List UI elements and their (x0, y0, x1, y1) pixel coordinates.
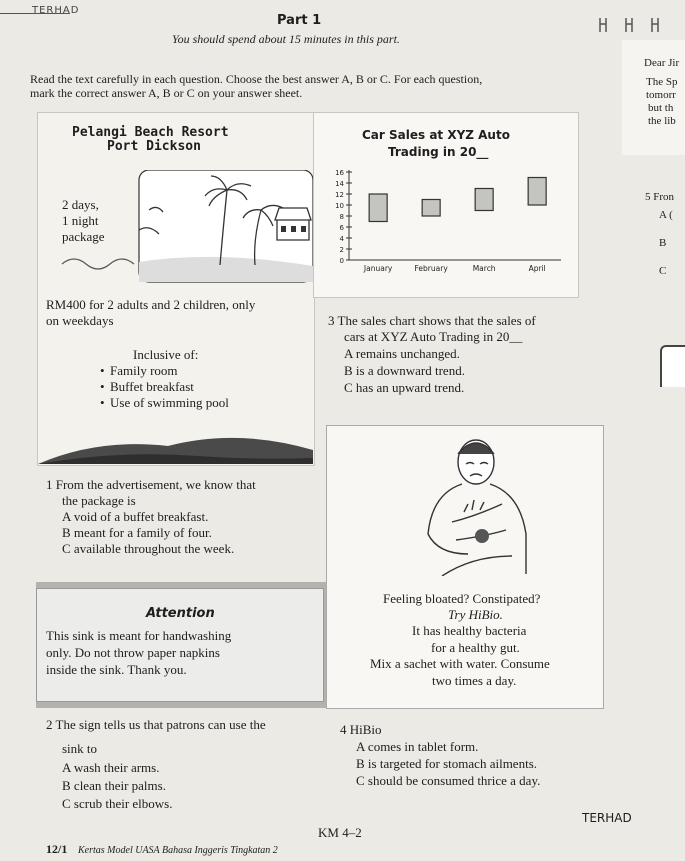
x-tick-label: March (472, 264, 496, 273)
price-line-1: RM400 for 2 adults and 2 children, only (46, 297, 256, 312)
sign-line-1: This sink is meant for handwashing (46, 628, 232, 643)
q1-stem-1: 1 From the advertisement, we know that (46, 477, 256, 492)
hibio-line-3: It has healthy bacteria (412, 623, 527, 638)
footer-page: KM 4–2 (318, 825, 362, 840)
q3-option-a[interactable]: A remains unchanged. (344, 346, 460, 361)
q2-option-b[interactable]: B clean their palms. (62, 778, 166, 793)
sign-line-3: inside the sink. Thank you. (46, 662, 187, 677)
chart-title-2: Trading in 20__ (388, 145, 489, 159)
y-tick-label: 4 (339, 235, 344, 243)
q4-option-a[interactable]: A comes in tablet form. (356, 739, 479, 754)
sign-line-2: only. Do not throw paper napkins (46, 645, 220, 660)
package-days: 2 days, (62, 197, 99, 212)
hibio-line-5: Mix a sachet with water. Consume (370, 656, 550, 671)
instruction-line-2: mark the correct answer A, B or C on your answer sheet. (30, 86, 303, 100)
edge-text-5: the lib (648, 115, 676, 127)
q3-option-b[interactable]: B is a downward trend. (344, 363, 465, 378)
q1-option-b[interactable]: B meant for a family of four. (62, 525, 212, 540)
inclusive-item-3: • Use of swimming pool (110, 396, 229, 410)
resort-location: Port Dickson (107, 139, 201, 154)
stomach-ache-person-illustration (422, 436, 534, 576)
edge-box-fragment (660, 345, 685, 387)
hibio-line-4: for a healthy gut. (431, 640, 520, 655)
stamp-top: TERHAD (32, 5, 80, 16)
y-tick-label: 2 (339, 246, 344, 254)
hills-illustration (38, 420, 313, 464)
q1-option-c[interactable]: C available throughout the week. (62, 541, 235, 556)
inclusive-item-1: • Family room (110, 364, 178, 378)
q1-stem-2: the package is (62, 493, 136, 508)
instruction-line-1: Read the text carefully in each question. Choose the best answer A, B or C. For each question, (30, 72, 483, 86)
edge-text-4: but th (648, 102, 674, 114)
q2-stem-2: sink to (62, 741, 98, 756)
hibio-line-6: two times a day. (432, 673, 517, 688)
price-line-2: on weekdays (46, 313, 114, 328)
binding-rings-icon (592, 14, 682, 38)
x-tick-label: February (414, 264, 448, 273)
edge-text-2: The Sp (646, 76, 678, 88)
footer-book-title: Kertas Model UASA Bahasa Inggeris Tingkatan 2 (78, 845, 278, 856)
bar-february (422, 200, 440, 217)
q2-option-c[interactable]: C scrub their elbows. (62, 796, 173, 811)
inclusive-heading: Inclusive of: (133, 347, 199, 362)
edge-option-c: C (659, 265, 667, 277)
y-tick-label: 12 (335, 191, 344, 199)
y-tick-label: 0 (339, 257, 344, 265)
q1-option-a[interactable]: A void of a buffet breakfast. (62, 509, 209, 524)
x-tick-label: April (528, 264, 546, 273)
bar-january (369, 194, 387, 222)
edge-q5: 5 Fron (645, 191, 675, 203)
y-tick-label: 10 (335, 202, 344, 210)
time-instruction: You should spend about 15 minutes in this part. (172, 32, 400, 46)
sign-title: Attention (146, 606, 215, 621)
hibio-line-1: Feeling bloated? Constipated? (383, 591, 541, 606)
hibio-line-2: Try HiBio. (448, 607, 503, 622)
inclusive-item-2: • Buffet breakfast (110, 380, 194, 394)
beach-illustration (115, 170, 313, 294)
package-night: 1 night (62, 213, 99, 228)
y-tick-label: 14 (335, 180, 344, 188)
q2-stem-1: 2 The sign tells us that patrons can use the (46, 717, 266, 732)
q3-stem-1: 3 The sales chart shows that the sales of (328, 313, 536, 328)
footer-code: 12/1 (46, 842, 68, 856)
q3-stem-2: cars at XYZ Auto Trading in 20__ (344, 329, 523, 344)
edge-text-1: Dear Jir (644, 57, 680, 69)
edge-option-a: A ( (659, 209, 673, 221)
header-rule (0, 13, 70, 14)
footer-stamp: TERHAD (582, 811, 632, 825)
q4-option-b[interactable]: B is targeted for stomach ailments. (356, 756, 537, 771)
chart-title-1: Car Sales at XYZ Auto (362, 128, 510, 142)
edge-option-b: B (659, 237, 667, 249)
sales-bar-chart (313, 160, 577, 296)
q4-option-c[interactable]: C should be consumed thrice a day. (356, 773, 541, 788)
wave-doodle (60, 252, 140, 272)
package-word: package (62, 229, 105, 244)
y-tick-label: 8 (339, 213, 344, 221)
bar-april (528, 178, 546, 206)
edge-text-3: tomorr (646, 89, 676, 101)
y-tick-label: 16 (335, 169, 344, 177)
q3-option-c[interactable]: C has an upward trend. (344, 380, 465, 395)
part-title: Part 1 (277, 13, 322, 28)
x-tick-label: January (363, 264, 393, 273)
q4-stem: 4 HiBio (340, 722, 382, 737)
y-tick-label: 6 (339, 224, 344, 232)
q2-option-a[interactable]: A wash their arms. (62, 760, 160, 775)
resort-name: Pelangi Beach Resort (72, 125, 229, 140)
bar-march (475, 189, 493, 211)
